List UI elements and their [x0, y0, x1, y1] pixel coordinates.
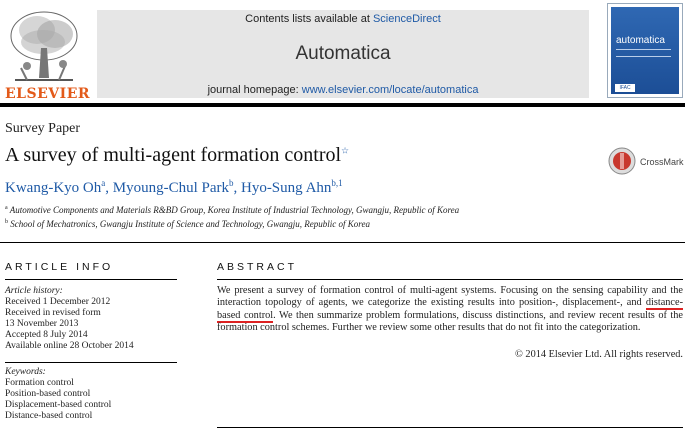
article-title — [5, 144, 349, 167]
author-name[interactable]: Hyo-Sung Ahn — [240, 180, 332, 196]
divider — [217, 427, 683, 428]
article-info-heading: ARTICLE INFO — [5, 261, 114, 273]
keyword: Displacement-based control — [5, 400, 112, 410]
journal-cover — [607, 3, 683, 98]
elsevier-logo — [3, 4, 91, 102]
abstract-part: . We then summarize problem formulations, discuss distinctions, and review recent results of the formation control schemes. Further we review some other results that do not fit into the categorization. — [217, 309, 684, 334]
abstract-text — [217, 285, 683, 335]
crossmark-icon — [608, 147, 636, 175]
homepage-link[interactable]: www.elsevier.com/locate/automatica — [301, 84, 479, 96]
divider — [5, 362, 177, 363]
author-list: Kwang-Kyo Oh$^a$, Myoung-Chul Park$^b$, Hyo-Sung Ahn$^{b,1}$ — [5, 178, 343, 196]
homepage-prefix: journal homepage: — [207, 84, 302, 96]
abstract-heading: ABSTRACT — [217, 261, 298, 273]
keyword: Distance-based control — [5, 411, 93, 421]
journal-title: Automatica — [295, 43, 391, 64]
divider — [217, 279, 683, 280]
affiliation-mark: b — [5, 219, 8, 225]
homepage-line — [97, 84, 589, 96]
crossmark-badge[interactable] — [608, 147, 685, 177]
affiliation-text: School of Mechatronics, Gwangju Institute of Science and Technology, Gwangju, Republic of Korea — [10, 219, 370, 229]
history-item: Received 1 December 2012 — [5, 297, 111, 307]
history-item: 13 November 2013 — [5, 319, 79, 329]
journal-banner — [97, 10, 589, 98]
keyword: Formation control — [5, 378, 74, 388]
copyright-line: © 2014 Elsevier Ltd. All rights reserved. — [515, 349, 683, 360]
article-category: Survey Paper — [5, 121, 81, 136]
affiliation-mark: a — [5, 205, 8, 211]
affiliation — [5, 219, 370, 229]
cover-image — [611, 7, 679, 94]
affiliation-text: Automotive Components and Materials R&BD Group, Korea Institute of Industrial Technology, Gwangju, Republic of Korea — [9, 205, 460, 215]
title-footnote-mark[interactable]: ☆ — [341, 145, 350, 156]
ifac-logo: IFAC — [615, 84, 635, 92]
abstract-part: We present a survey of formation control of multi-agent systems. Focusing on the sensing capability and the interaction topology of agents, we categorize the existing results into position-, displacement-, and — [217, 285, 683, 309]
cover-title: automatica — [616, 35, 665, 46]
cover-decoration — [616, 49, 671, 57]
sciencedirect-link[interactable]: ScienceDirect — [372, 13, 441, 25]
crossmark-label: CrossMark — [640, 157, 684, 167]
divider — [5, 279, 177, 280]
history-label: Article history: — [5, 286, 63, 296]
keywords-label: Keywords: — [5, 367, 46, 377]
contents-line — [97, 13, 589, 25]
author-name[interactable]: Kwang-Kyo Oh — [5, 180, 102, 196]
author-affil-mark[interactable]: b,1 — [331, 178, 343, 188]
tree-logo-icon — [7, 8, 81, 84]
history-item: Available online 28 October 2014 — [5, 341, 134, 351]
history-item: Received in revised form — [5, 308, 101, 318]
highlighted-phrase: distance-based control — [217, 297, 683, 321]
affiliation — [5, 205, 459, 215]
history-item: Accepted 8 July 2014 — [5, 330, 88, 340]
header-rule — [0, 103, 685, 107]
keyword: Position-based control — [5, 389, 91, 399]
divider — [0, 242, 685, 243]
author-affil-mark[interactable]: a — [101, 178, 106, 188]
title-text: A survey of multi-agent formation control — [5, 144, 342, 166]
contents-prefix: Contents lists available at — [245, 13, 373, 25]
publisher-name: ELSEVIER — [5, 86, 91, 102]
author-name[interactable]: Myoung-Chul Park — [112, 180, 229, 196]
author-affil-mark[interactable]: b — [228, 178, 234, 188]
